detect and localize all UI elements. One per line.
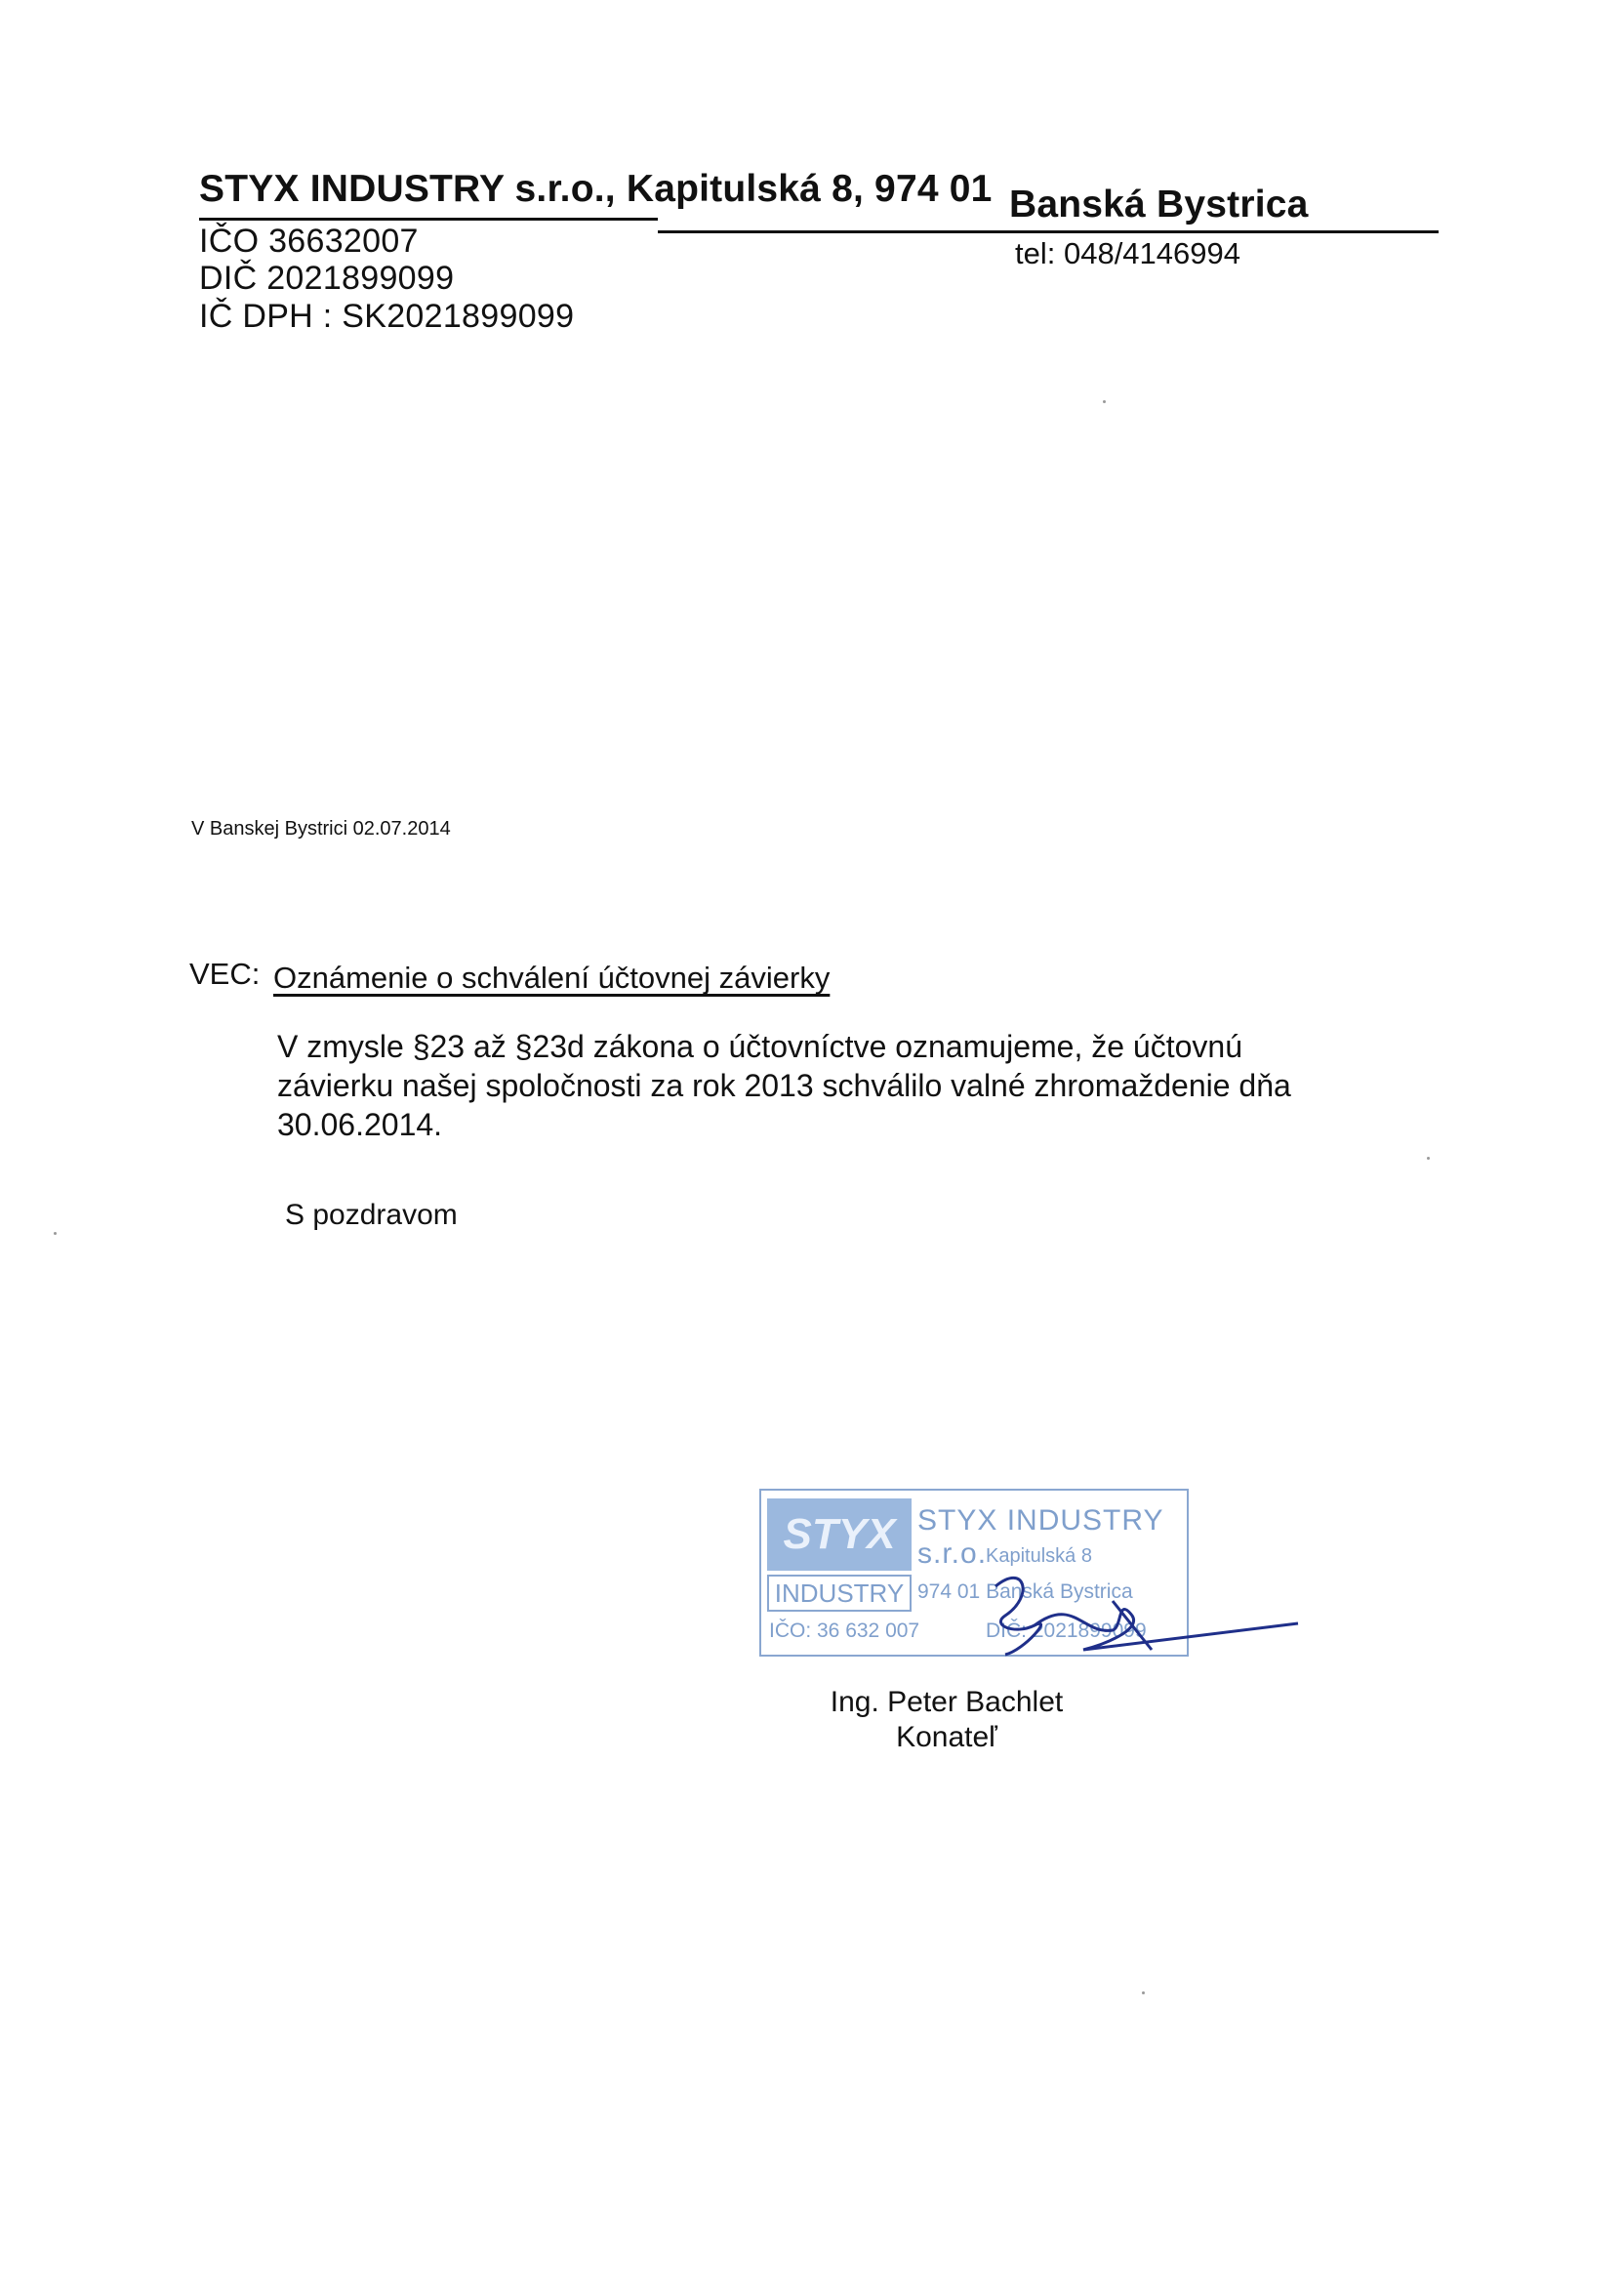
company-ico: IČO 36632007	[199, 223, 419, 260]
stamp-dic: DIČ: 2021899099	[986, 1620, 1147, 1642]
stamp-logo-industry: INDUSTRY	[767, 1575, 912, 1612]
stamp-city: 974 01 Banská Bystrica	[917, 1580, 1133, 1603]
scan-speck	[1427, 1157, 1430, 1160]
header-rule-right	[658, 230, 1439, 233]
scan-speck	[1103, 400, 1106, 403]
signatory-role: Konateľ	[896, 1721, 997, 1753]
closing-greeting: S pozdravom	[285, 1199, 458, 1231]
place-date: V Banskej Bystrici 02.07.2014	[191, 818, 451, 840]
company-ic-dph: IČ DPH : SK2021899099	[199, 298, 575, 335]
header-rule-left	[199, 218, 658, 221]
stamp-street: Kapitulská 8	[986, 1545, 1092, 1567]
handwritten-signature	[966, 1557, 1308, 1664]
company-dic: DIČ 2021899099	[199, 260, 455, 297]
company-city: Banská Bystrica	[1009, 184, 1309, 226]
scan-speck	[1142, 1991, 1145, 1994]
company-header: STYX INDUSTRY s.r.o., Kapitulská 8, 974 01	[199, 168, 993, 210]
company-phone: tel: 048/4146994	[1015, 236, 1240, 270]
body-paragraph: V zmysle §23 až §23d zákona o účtovníctve oznamujeme, že účtovnú závierku našej spoločnosti za rok 2013 schválilo valné zhromaždenie dňa 30.06.2014.	[277, 1029, 1291, 1142]
subject-label: VEC:	[189, 957, 261, 991]
scan-speck	[54, 1232, 57, 1235]
signatory-name: Ing. Peter Bachlet	[830, 1686, 1064, 1718]
subject-text: Oznámenie o schválení účtovnej závierky	[273, 961, 831, 995]
stamp-logo: STYX	[767, 1498, 912, 1571]
stamp-ico: IČO: 36 632 007	[769, 1620, 920, 1642]
stamp-company: STYX INDUSTRY s.r.o.	[917, 1504, 1163, 1570]
